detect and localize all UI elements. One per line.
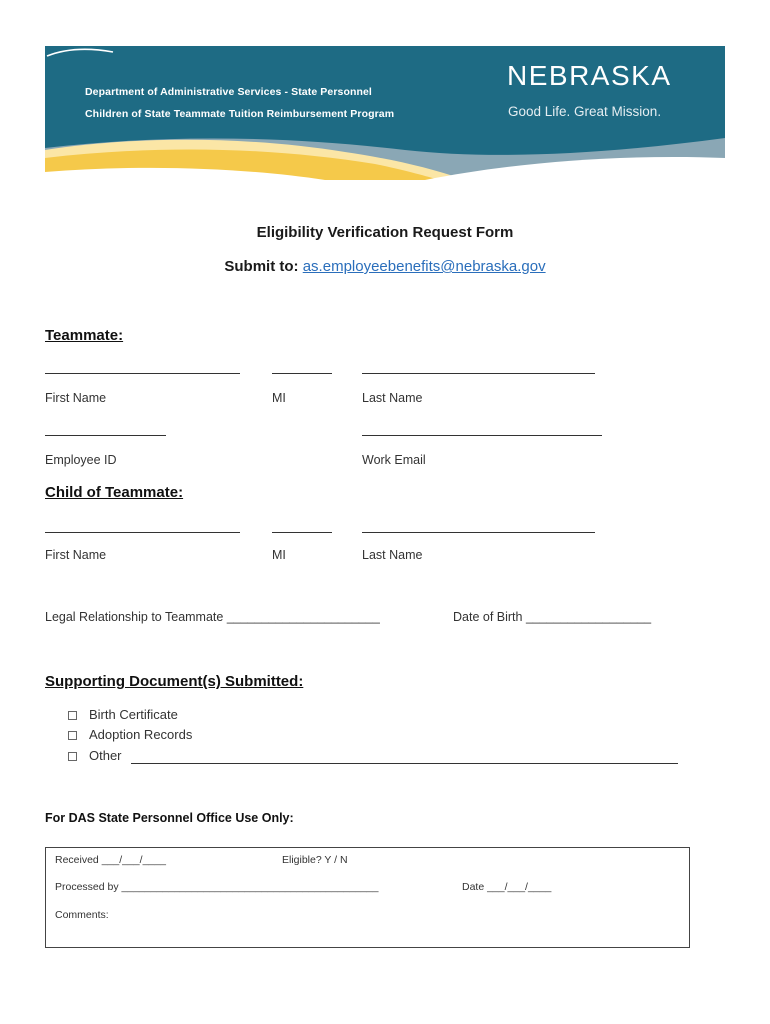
- child-mi-field[interactable]: [272, 532, 332, 533]
- submit-label: Submit to:: [224, 258, 299, 275]
- child-heading: Child of Teammate:: [45, 484, 184, 501]
- child-first-name-label: First Name: [45, 548, 107, 562]
- employee-id-field[interactable]: [45, 435, 166, 436]
- doc-option-adoption-records[interactable]: [68, 727, 192, 742]
- submit-line: [0, 258, 770, 275]
- office-date-field[interactable]: Date ___/___/____: [462, 881, 552, 893]
- relationship-field[interactable]: Legal Relationship to Teammate ______________________: [45, 610, 380, 624]
- eligible-field[interactable]: Eligible? Y / N: [282, 854, 348, 866]
- header-banner: [45, 46, 725, 180]
- teammate-mi-label: MI: [272, 391, 286, 405]
- doc-option-label: Birth Certificate: [89, 707, 178, 722]
- banner-department-line: Department of Administrative Services - State Personnel: [85, 86, 372, 98]
- doc-option-birth-certificate[interactable]: [68, 707, 178, 722]
- work-email-label: Work Email: [362, 453, 426, 467]
- office-use-heading: For DAS State Personnel Office Use Only:: [45, 811, 294, 825]
- received-field[interactable]: Received ___/___/____: [55, 854, 166, 866]
- form-title: Eligibility Verification Request Form: [256, 224, 514, 241]
- date-of-birth-field[interactable]: Date of Birth __________________: [453, 610, 652, 624]
- child-first-name-field[interactable]: [45, 532, 240, 533]
- logo-swoosh-icon: [45, 46, 115, 60]
- teammate-first-name-field[interactable]: [45, 373, 240, 374]
- doc-option-label: Adoption Records: [89, 727, 193, 742]
- child-mi-label: MI: [272, 548, 286, 562]
- checkbox-icon[interactable]: [68, 752, 77, 761]
- child-last-name-label: Last Name: [362, 548, 423, 562]
- work-email-field[interactable]: [362, 435, 602, 436]
- checkbox-icon[interactable]: [68, 711, 77, 720]
- teammate-last-name-label: Last Name: [362, 391, 423, 405]
- nebraska-logo: NEBRASKA: [507, 60, 672, 91]
- processed-by-field[interactable]: Processed by ____________________________________________: [55, 881, 379, 893]
- doc-option-label: Other: [89, 748, 122, 763]
- teammate-last-name-field[interactable]: [362, 373, 595, 374]
- employee-id-label: Employee ID: [45, 453, 117, 467]
- documents-heading: Supporting Document(s) Submitted:: [45, 673, 304, 690]
- comments-field[interactable]: Comments:: [55, 909, 109, 921]
- nebraska-slogan: Good Life. Great Mission.: [508, 104, 662, 119]
- teammate-heading: Teammate:: [45, 327, 124, 344]
- child-last-name-field[interactable]: [362, 532, 595, 533]
- doc-option-other[interactable]: [68, 748, 122, 763]
- teammate-first-name-label: First Name: [45, 391, 107, 405]
- other-document-field[interactable]: [131, 763, 678, 764]
- teammate-mi-field[interactable]: [272, 373, 332, 374]
- checkbox-icon[interactable]: [68, 731, 77, 740]
- submit-email-link[interactable]: as.employeebenefits@nebraska.gov: [302, 258, 546, 275]
- banner-program-line: Children of State Teammate Tuition Reimbursement Program: [85, 108, 395, 120]
